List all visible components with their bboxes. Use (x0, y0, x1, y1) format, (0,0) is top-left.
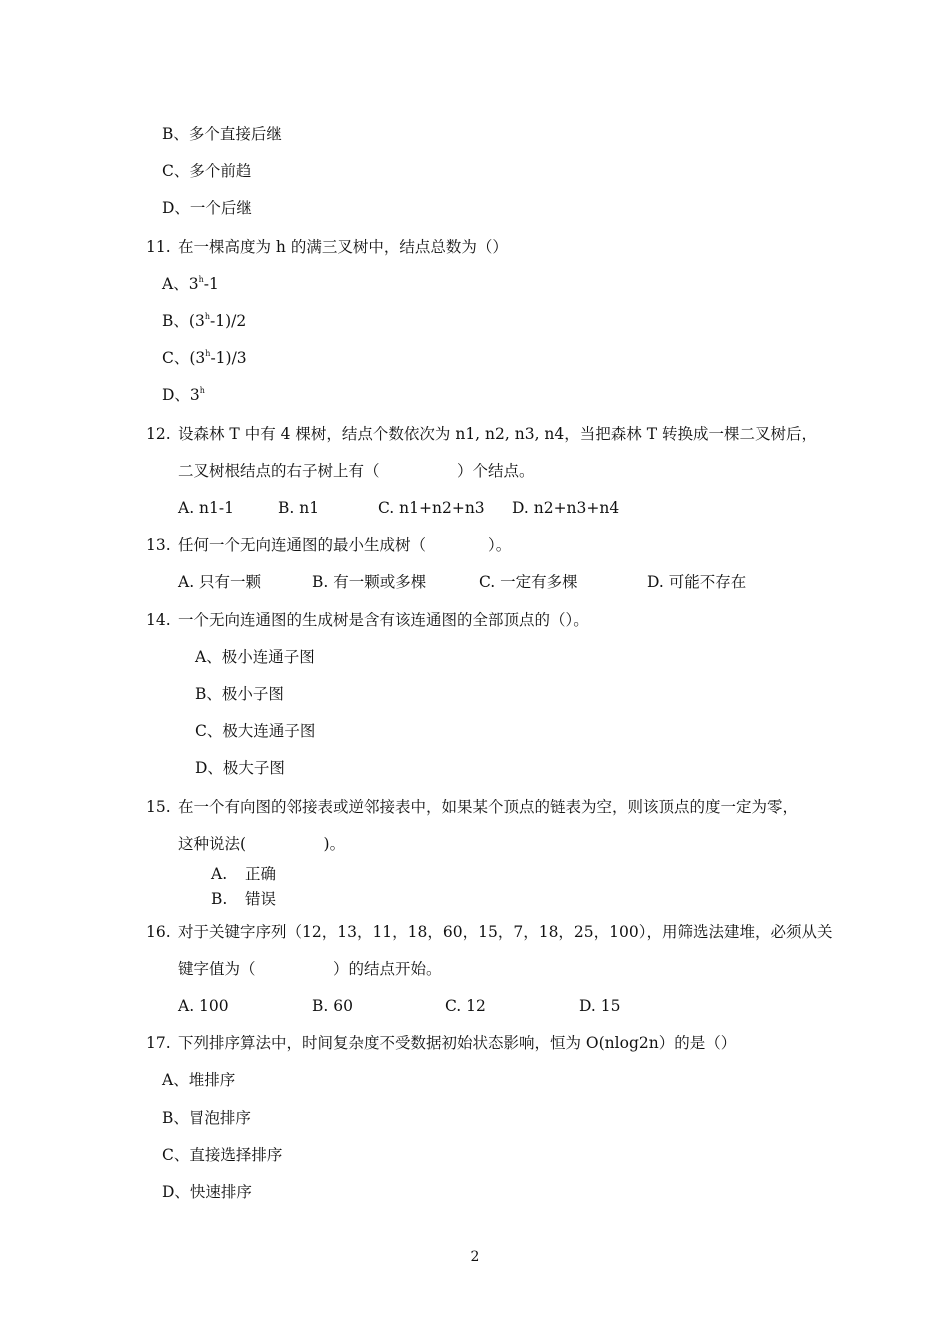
q15-question (146, 797, 798, 817)
q16-option-b: B. 60 (312, 997, 353, 1015)
q12-text-line2: 二叉树根结点的右子树上有（ ）个结点。 (178, 462, 535, 480)
q13-option-a: A. 只有一颗 (178, 573, 262, 591)
q17-text: 下列排序算法中，时间复杂度不受数据初始状态影响，恒为 O(nlog2n）的是（） (178, 1034, 737, 1052)
q13-option-c: C. 一定有多棵 (479, 573, 578, 591)
q11-option-a: A、3$^h$-1 (162, 275, 219, 293)
q16-text-line2: 键字值为（ ）的结点开始。 (178, 960, 442, 978)
q14-option-c: C、极大连通子图 (195, 722, 316, 740)
q14-option-d: D、极大子图 (195, 759, 285, 777)
q12-option-c: C. n1+n2+n3 (378, 499, 485, 517)
q14-number: 14. (146, 611, 171, 629)
q16-option-c: C. 12 (445, 997, 486, 1015)
q16-question (146, 922, 832, 942)
q14-option-a: A、极小连通子图 (195, 648, 315, 666)
q11-option-b: B、(3$^h$-1)/2 (162, 312, 247, 330)
q11-option-c: C、(3$^h$-1)/3 (162, 349, 247, 367)
q11-text: 在一棵高度为 h 的满三叉树中，结点总数为（） (178, 238, 508, 256)
q12-option-b: B. n1 (278, 499, 320, 517)
q14-question (146, 610, 589, 630)
q13-number: 13. (146, 536, 171, 554)
q16-option-d: D. 15 (579, 997, 621, 1015)
q13-option-b: B. 有一颗或多棵 (312, 573, 427, 591)
page-number: 2 (470, 1249, 480, 1265)
q12-question (146, 424, 817, 444)
q15-text-line1: 在一个有向图的邻接表或逆邻接表中，如果某个顶点的链表为空，则该顶点的度一定为零， (178, 798, 799, 816)
q17-number: 17. (146, 1034, 171, 1052)
q10-option-b: B、多个直接后继 (162, 125, 282, 143)
q16-option-a: A. 100 (178, 997, 229, 1015)
q16-number: 16. (146, 923, 171, 941)
q12-option-d: D. n2+n3+n4 (512, 499, 620, 517)
q11-question (146, 237, 508, 257)
q13-text: 任何一个无向连通图的最小生成树（ ）。 (178, 536, 512, 554)
q17-option-b: B、冒泡排序 (162, 1109, 251, 1127)
q12-number: 12. (146, 425, 171, 443)
q16-text-line1: 对于关键字序列（12，13，11，18，60，15，7，18，25，100），用筛选法建堆，必须从关 (178, 923, 833, 941)
q17-option-d: D、快速排序 (162, 1183, 252, 1201)
q15-number: 15. (146, 798, 171, 816)
q17-option-a: A、堆排序 (162, 1071, 236, 1089)
q14-option-b: B、极小子图 (195, 685, 284, 703)
q12-option-a: A. n1-1 (178, 499, 234, 517)
q13-question (146, 535, 511, 555)
q11-number: 11. (146, 238, 171, 256)
q17-option-c: C、直接选择排序 (162, 1146, 283, 1164)
q10-option-d: D、一个后继 (162, 199, 252, 217)
q15-text-line2: 这种说法( )。 (178, 835, 346, 853)
q11-option-d: D、3$^h$ (162, 386, 205, 404)
q17-question (146, 1033, 736, 1053)
q13-option-d: D. 可能不存在 (647, 573, 747, 591)
q14-text: 一个无向连通图的生成树是含有该连通图的全部顶点的（）。 (178, 611, 589, 629)
q12-text-line1: 设森林 T 中有 4 棵树，结点个数依次为 n1, n2, n3, n4，当把森林 T 转换成一棵二叉树后， (178, 425, 817, 443)
q10-option-c: C、多个前趋 (162, 162, 252, 180)
